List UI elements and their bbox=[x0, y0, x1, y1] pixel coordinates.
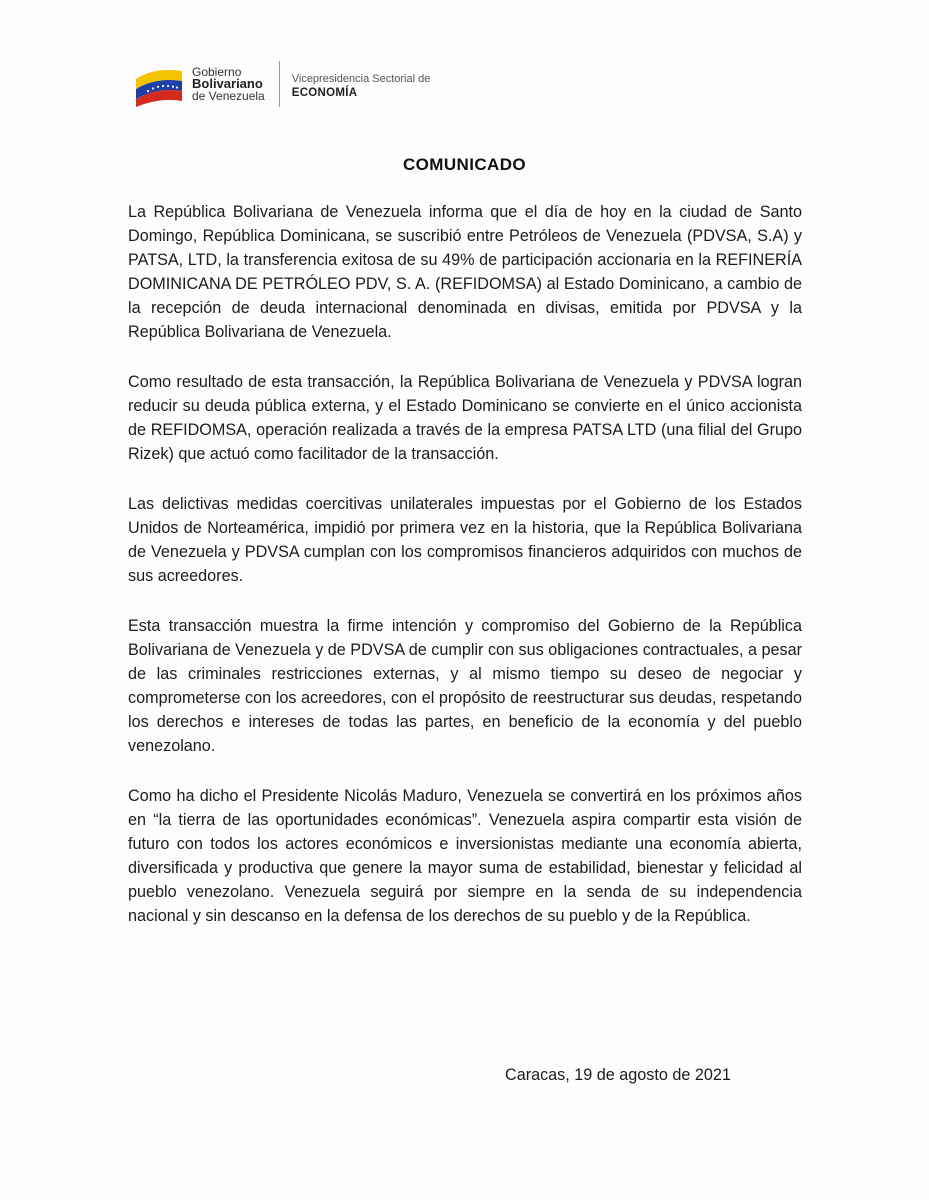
paragraph-1: La República Bolivariana de Venezuela informa que el día de hoy en la ciudad de Santo Domingo, República Dominicana, se suscribió entre Petróleos de Venezuela (PDVSA, S.A) y PATSA, LTD, la transferencia exitosa de su 49% de participación accionaria en la REFINERÍA DOMINICANA DE PETRÓLEO PDV, S. A. (REFIDOMSA) al Estado Dominicano, a cambio de la recepción de deuda internacional denominada en divisas, emitida por PDVSA y la República Bolivariana de Venezuela. bbox=[128, 203, 802, 341]
paragraph-3: Las delictivas medidas coercitivas unilaterales impuestas por el Gobierno de los Estados Unidos de Norteamérica, impidió por primera vez en la historia, que la República Bolivariana de Venezuela y PDVSA cumplan con los compromisos financieros adquiridos con muchos de sus acreedores. bbox=[128, 495, 802, 585]
document-title: COMUNICADO bbox=[403, 155, 526, 174]
paragraph-4: Esta transacción muestra la firme intención y compromiso del Gobierno de la República Bolivariana de Venezuela y de PDVSA de cumplir con sus obligaciones contractuales, a pesar de las criminales restricciones externas, y al mismo tiempo su deseo de negociar y comprometerse con los acreedores, con el propósito de reestructurar sus deudas, respetando los derechos e intereses de todas las partes, en beneficio de la economía y del pueblo venezolano. bbox=[128, 617, 802, 755]
paragraph-2: Como resultado de esta transacción, la República Bolivariana de Venezuela y PDVSA logran reducir su deuda pública externa, y el Estado Dominicano se convierte en el único accionista de REFIDOMSA, operación realizada a través de la empresa PATSA LTD (una filial del Grupo Rizek) que actuó como facilitador de la transacción. bbox=[128, 373, 802, 463]
vicepresidency-name bbox=[292, 72, 431, 100]
venezuela-flag-logo-icon bbox=[132, 61, 186, 107]
gov-line-2: Bolivariano bbox=[192, 76, 263, 91]
vice-line-2: ECONOMÍA bbox=[291, 87, 358, 99]
gov-line-1: Gobierno bbox=[192, 65, 242, 79]
gov-line-3: de Venezuela bbox=[192, 89, 265, 103]
vice-line-1: Vicepresidencia Sectorial de bbox=[291, 73, 431, 85]
header-divider bbox=[279, 61, 280, 107]
document-body bbox=[128, 200, 802, 954]
government-name bbox=[192, 66, 265, 102]
letterhead bbox=[132, 58, 430, 110]
paragraph-5: Como ha dicho el Presidente Nicolás Maduro, Venezuela se convertirá en los próximos años en “la tierra de las oportunidades económicas”. Venezuela aspira compartir esta visión de futuro con todos los actores económicos e inversionistas mediante una economía abierta, diversificada y productiva que genere la mayor suma de estabilidad, bienestar y felicidad al pueblo venezolano. Venezuela seguirá por siempre en la senda de su independencia nacional y sin descanso en la defensa de los derechos de su pueblo y de la República. bbox=[128, 787, 802, 925]
place-and-date: Caracas, 19 de agosto de 2021 bbox=[505, 1066, 731, 1084]
